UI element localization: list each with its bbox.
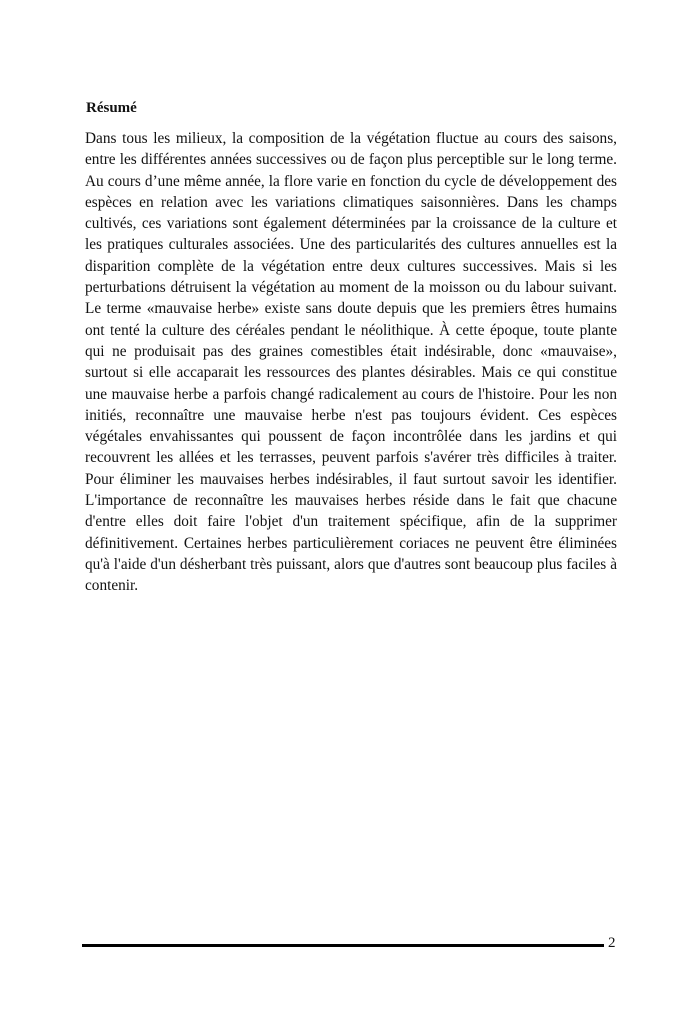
abstract-paragraph: Dans tous les milieux, la composition de la végétation fluctue au cours des saisons, entre les différentes années successives ou de façon plus perceptible sur le long terme. Au cours d’une même année, la flore varie en fonction du cycle de développement des espèces en relation avec les variations climatiques saisonnières. Dans les champs cultivés, ces variations sont également déterminées par la croissance de la culture et les pratiques culturales associées. Une des particularités des cultures annuelles est la disparition complète de la végétation entre deux cultures successives. Mais si les perturbations détruisent la végétation au moment de la moisson ou du labour suivant. Le terme «mauvaise herbe» existe sans doute depuis que les premiers êtres humains ont tenté la culture des céréales pendant le néolithique. À cette époque, toute plante qui ne produisait pas des graines comestibles était indésirable, donc «mauvaise», surtout si elle accaparait les ressources des plantes désirables. Mais ce qui constitue une mauvaise herbe a parfois changé radicalement au cours de l'histoire. Pour les non initiés, reconnaître une mauvaise herbe n'est pas toujours évident. Ces espèces végétales envahissantes qui poussent de façon incontrôlée dans les jardins et qui recouvrent les allées et les terrasses, peuvent parfois s'avérer très difficiles à traiter. Pour éliminer les mauvaises herbes indésirables, il faut surtout savoir les identifier. L'importance de reconnaître les mauvaises herbes réside dans le fait que chacune d'entre elles doit faire l'objet d'un traitement spécifique, afin de la supprimer définitivement. Certaines herbes particulièrement coriaces ne peuvent être éliminées qu'à l'aide d'un désherbant très puissant, alors que d'autres sont beaucoup plus faciles à contenir.	[85, 130, 617, 595]
section-heading: Résumé	[86, 100, 137, 116]
page-number: 2	[608, 935, 616, 951]
footer-rule	[82, 944, 604, 947]
